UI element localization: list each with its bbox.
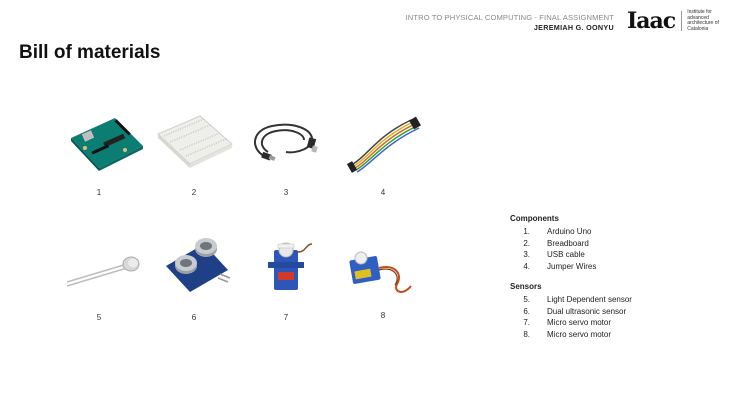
legend-spacer bbox=[510, 272, 632, 282]
list-number: 2. bbox=[523, 238, 530, 248]
list-label: Micro servo motor bbox=[547, 329, 612, 339]
list-label: Breadboard bbox=[547, 238, 589, 248]
list-label: Jumper Wires bbox=[547, 261, 597, 271]
jumper-wires-icon bbox=[337, 108, 427, 178]
list-label: Light Dependent sensor bbox=[547, 295, 632, 305]
logo-divider bbox=[681, 11, 682, 31]
logo-text: Institute for advanced architecture of Catalonia bbox=[687, 9, 719, 32]
item-number: 5 bbox=[96, 313, 102, 322]
list-label: Micro servo motor bbox=[547, 318, 612, 328]
item-number: 8 bbox=[380, 311, 386, 320]
list-item bbox=[510, 249, 632, 261]
iaac-logo bbox=[627, 8, 730, 35]
list-number: 4. bbox=[523, 261, 530, 271]
item-number: 7 bbox=[283, 313, 289, 322]
micro-servo-icon bbox=[337, 240, 427, 310]
logo-mark: Iaac bbox=[627, 8, 676, 35]
author-name: JEREMIAH G. OONYU bbox=[533, 23, 614, 32]
components-heading: Components bbox=[510, 214, 559, 223]
item-number: 6 bbox=[191, 313, 197, 322]
list-item bbox=[510, 226, 632, 238]
item-number: 2 bbox=[191, 188, 197, 197]
item-number: 3 bbox=[283, 188, 289, 197]
list-item bbox=[510, 306, 632, 318]
materials-legend bbox=[510, 214, 632, 340]
list-number: 3. bbox=[523, 250, 530, 260]
page-title: Bill of materials bbox=[19, 42, 161, 63]
list-item bbox=[510, 317, 632, 329]
list-number: 5. bbox=[523, 295, 530, 305]
sensors-heading: Sensors bbox=[510, 282, 542, 291]
list-number: 1. bbox=[523, 227, 530, 237]
light-sensor-icon bbox=[63, 242, 153, 312]
list-number: 6. bbox=[523, 306, 530, 316]
list-item bbox=[510, 329, 632, 341]
arduino-board-icon bbox=[63, 108, 153, 178]
list-item bbox=[510, 294, 632, 306]
list-label: Dual ultrasonic sensor bbox=[547, 306, 627, 316]
item-number: 1 bbox=[96, 188, 102, 197]
course-title: INTRO TO PHYSICAL COMPUTING - FINAL ASSIGNMENT bbox=[405, 13, 614, 22]
list-number: 7. bbox=[523, 318, 530, 328]
breadboard-icon bbox=[150, 108, 240, 178]
ultrasonic-sensor-icon bbox=[150, 226, 240, 296]
list-number: 8. bbox=[523, 329, 530, 339]
list-label: Arduino Uno bbox=[547, 227, 592, 237]
list-item bbox=[510, 261, 632, 273]
usb-cable-icon bbox=[242, 108, 332, 178]
servo-motor-icon bbox=[242, 232, 332, 302]
list-label: USB cable bbox=[547, 250, 585, 260]
item-number: 4 bbox=[380, 188, 386, 197]
list-item bbox=[510, 238, 632, 250]
